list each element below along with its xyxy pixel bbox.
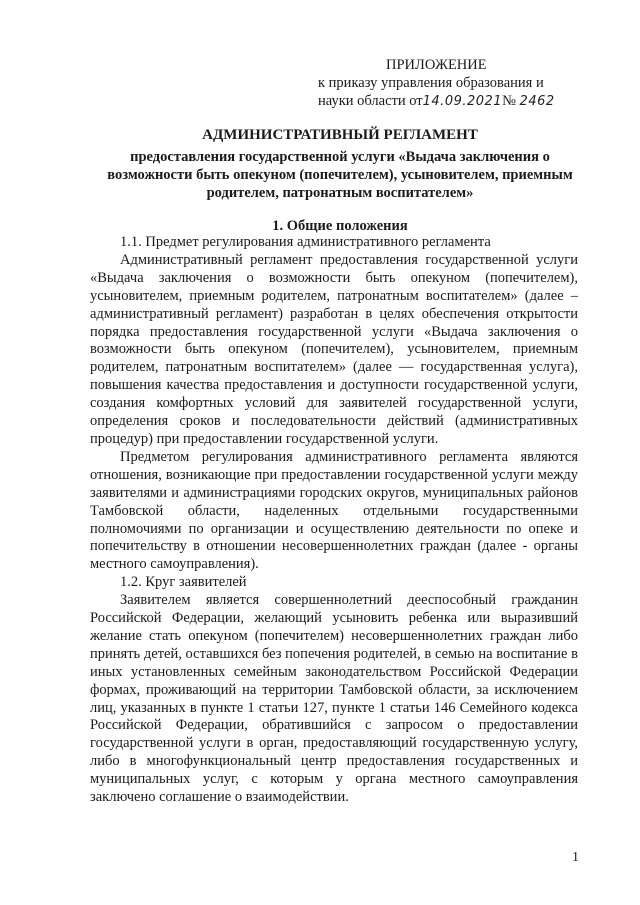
paragraph-1: Административный регламент предоставления государственной услуги «Выдача заключения о возможности быть опекуном (попечителем), усыновителем, приемным родителем, патронатным воспитателем» (далее – административный регламент) разработан в целях обеспечения открытости порядка предоставления государственной услуги «Выдача заключения о возможности быть опекуном (попечителем), усыновителем, приемным родителем, патронатным воспитателем» (далее — государственная услуга), повышения качества предоставления и доступности государственной услуги, создания комфортных условий для заявителей государственной услуги, определения сроков и последовательности действий (административных процедур) при предоставлении государственной услуги.	[90, 251, 578, 447]
paragraph-3: Заявителем является совершеннолетний дееспособный гражданин Российской Федерации, желающий усыновить ребенка или выразивший желание стать опекуном (попечителем) несовершеннолетних граждан либо принять детей, оставшихся без попечения родителей, в семью на воспитание в иных установленных семейным законодательством Российской Федерации формах, проживающий на территории Тамбовской области, за исключением лиц, указанных в пункте 1 статьи 127, пункте 1 статьи 146 Семейного кодекса Российской Федерации, обратившийся с запросом о предоставлении государственной услуги в орган, предоставляющий государственную услугу, либо в многофункциональный центр предоставления государственных и муниципальных услуг, с которым у органа местного самоуправления заключено соглашение о взаимодействии.	[90, 592, 578, 806]
regulation-title: АДМИНИСТРАТИВНЫЙ РЕГЛАМЕНТ	[202, 127, 478, 143]
subsection-1-1-title: 1.1. Предмет регулирования административного регламента	[120, 234, 491, 250]
annex-title: ПРИЛОЖЕНИЕ	[386, 57, 487, 73]
annex-block	[318, 56, 618, 111]
regulation-subtitle: предоставления государственной услуги «Выдача заключения о возможности быть опекуном (попечителем), усыновителем, приемным родителем, патронатным воспитателем»	[107, 149, 573, 201]
page-number: 1	[572, 850, 579, 865]
handwritten-number: 2462	[519, 94, 555, 109]
section-title: 1. Общие положения	[272, 218, 408, 234]
document-body	[90, 234, 578, 807]
annex-date-line	[318, 92, 618, 111]
annex-order-line: к приказу управления образования и	[318, 75, 544, 91]
annex-date-prefix: науки области от	[318, 93, 423, 109]
number-sign: №	[502, 93, 516, 109]
subsection-1-2-title: 1.2. Круг заявителей	[120, 574, 247, 591]
paragraph-2: Предметом регулирования административного регламента являются отношения, возникающие при предоставлении государственной услуги между заявителями и администрациями городских округов, муниципальных районов Тамбовской области, наделенных отдельными государственными полномочиями по организации и осуществлению деятельности по опеке и попечительству в отношении несовершеннолетних граждан (далее - органы местного самоуправления).	[90, 448, 578, 573]
handwritten-date: 14.09.2021	[422, 94, 503, 109]
